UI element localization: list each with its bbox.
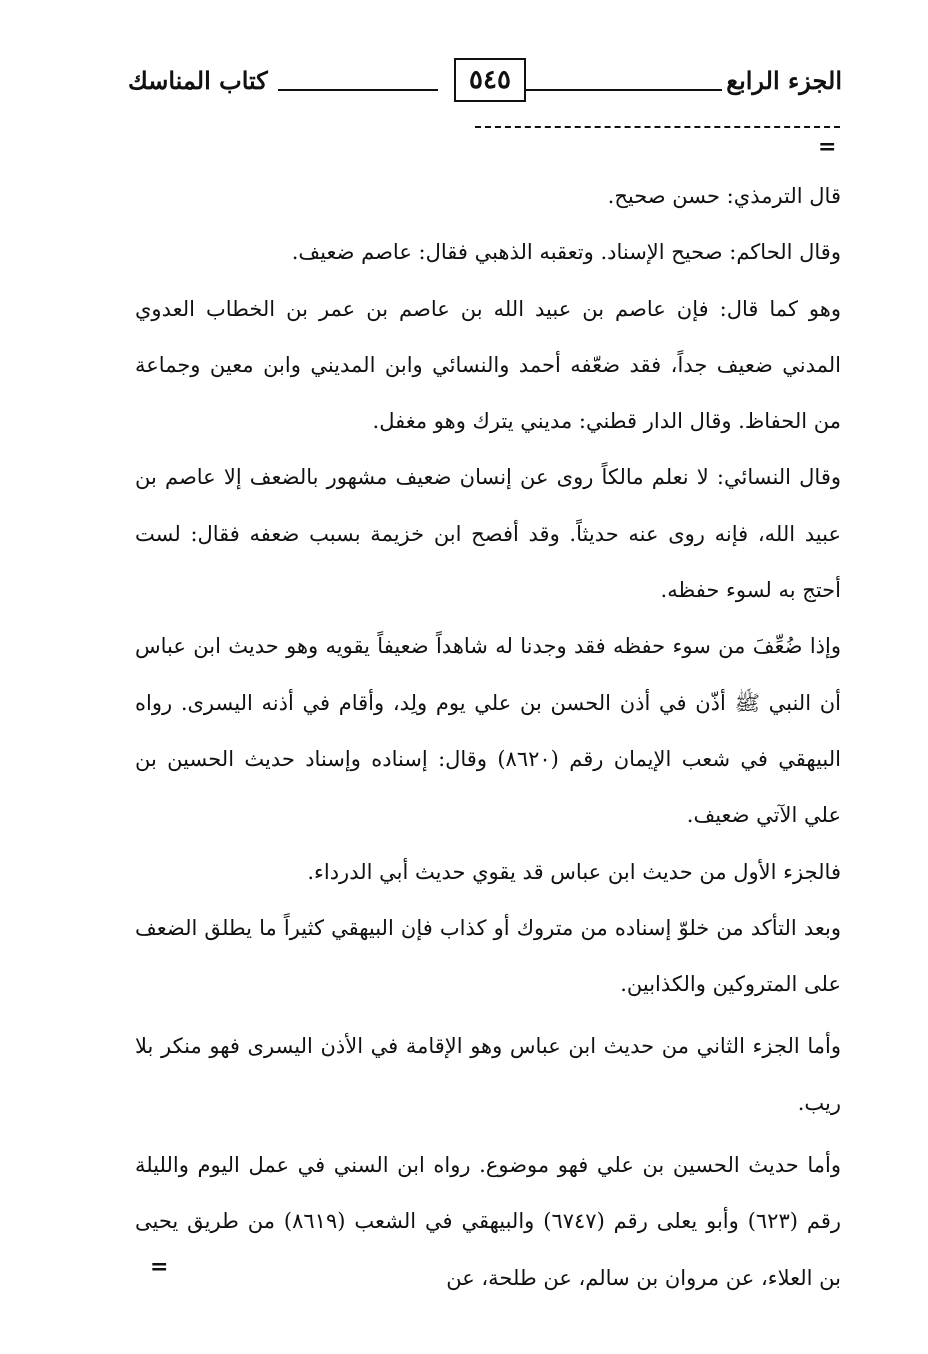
paragraph-5: وإذا ضُعِّفَ من سوء حفظه فقد وجدنا له شاهداً ضعيفاً يقويه وهو حديث ابن عباس أن النبي ﷺ أذّن في أذن الحسن بن علي يوم ولِد، وأقام في أذنه اليسرى. رواه البيهقي في شعب الإيمان رقم (٨٦٢٠) وقال: إسناده وإسناد حديث الحسين بن علي الآتي ضعيف. <box>135 634 841 828</box>
continuation-mark-top: = <box>818 134 837 160</box>
paragraph-8: وأما الجزء الثاني من حديث ابن عباس وهو الإقامة في الأذن اليسرى فهو منكر بلا ريب. <box>135 1034 841 1115</box>
page-number: ٥٤٥ <box>454 58 526 102</box>
paragraph-1: قال الترمذي: حسن صحيح. <box>607 184 841 208</box>
paragraph-6: فالجزء الأول من حديث ابن عباس قد يقوي حديث أبي الدرداء. <box>307 859 841 884</box>
running-header <box>128 58 842 104</box>
part-title: الجزء الرابع <box>726 66 842 95</box>
header-rule-left <box>278 89 438 91</box>
paragraph-3: وهو كما قال: فإن عاصم بن عبيد الله بن عاصم بن عمر بن الخطاب العدوي المدني ضعيف جداً، فقد ضعّفه أحمد والنسائي وابن المديني وابن معين وجماعة من الحفاظ. وقال الدار قطني: مديني يترك وهو مغفل. <box>135 296 841 434</box>
paragraph-2: وقال الحاكم: صحيح الإسناد. وتعقبه الذهبي فقال: عاصم ضعيف. <box>291 240 841 265</box>
continuation-mark-bottom: = <box>150 1254 169 1280</box>
paragraph-9: وأما حديث الحسين بن علي فهو موضوع. رواه ابن السني في عمل اليوم والليلة رقم (٦٢٣) وأبو يعلى رقم (٦٧٤٧) والبيهقي في الشعب (٨٦١٩) من طريق يحيى بن العلاء، عن مروان بن سالم، عن طلحة، عن <box>135 1153 842 1290</box>
paragraph-7: وبعد التأكد من خلوّ إسناده من متروك أو كذاب فإن البيهقي كثيراً ما يطلق الضعف على المتروكين والكذابين. <box>135 915 841 997</box>
paragraph-4: وقال النسائي: لا نعلم مالكاً روى عن إنسان ضعيف مشهور بالضعف إلا عاصم بن عبيد الله، فإنه روى عنه حديثاً. وقد أفصح ابن خزيمة بسبب ضعفه فقال: لست أحتج به لسوء حفظه. <box>135 465 841 603</box>
page-body <box>135 168 841 1306</box>
header-rule-right <box>522 89 722 91</box>
book-title: كتاب المناسك <box>128 66 268 95</box>
header-dashed-rule <box>475 126 840 128</box>
